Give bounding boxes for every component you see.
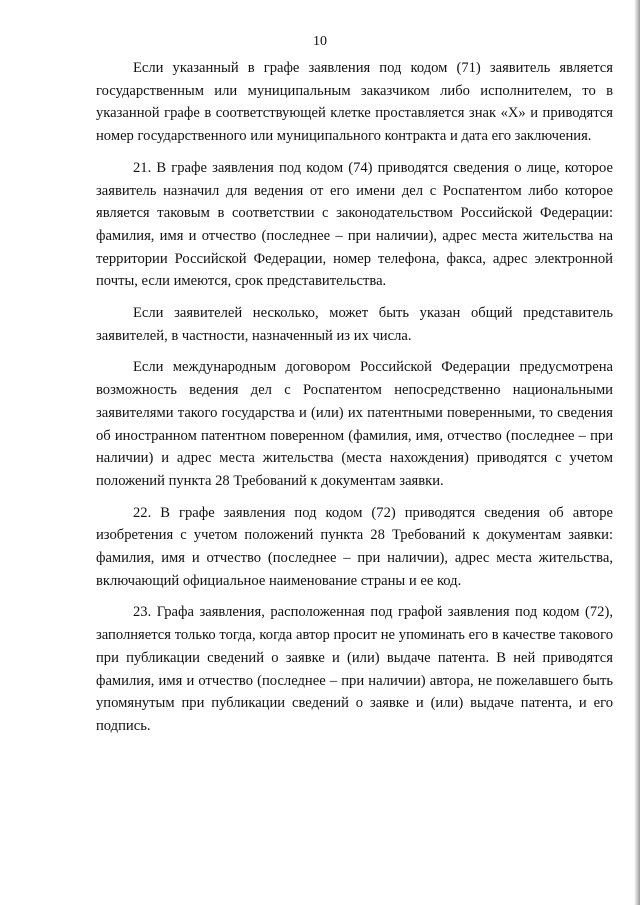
paragraph-23: 23. Графа заявления, расположенная под графой заявления под кодом (72), заполняется только тогда, когда автор просит не упоминать его в качестве такового при публикации сведений о заявке и (или) выдаче патента. В ней приводятся фамилия, имя и отчество (последнее – при наличии) автора, не пожелавшего быть упомянутым при публикации сведений о заявке и (или) выдаче патента, и его подпись. <box>96 604 613 734</box>
paragraph-common-representative: Если заявителей несколько, может быть указан общий представитель заявителей, в частности, назначенный из их числа. <box>96 305 613 344</box>
page-number: 10 <box>313 34 327 49</box>
document-body <box>96 57 613 747</box>
scan-edge-shadow <box>634 0 640 905</box>
paragraph-21: 21. В графе заявления под кодом (74) приводятся сведения о лице, которое заявитель назначил для ведения от его имени дел с Роспатентом либо которое является таковым в соответствии с законодательством Российской Федерации: фамилия, имя и отчество (последнее – при наличии), адрес места жительства на территории Российской Федерации, номер телефона, факса, адрес электронной почты, если имеются, срок представительства. <box>96 159 613 290</box>
paragraph-foreign-attorney: Если международным договором Российской Федерации предусмотрена возможность ведения дел с Роспатентом непосредственно национальными заявителями такого государства и (или) их патентными поверенными, то сведения об иностранном патентном поверенном (фамилия, имя, отчество (последнее – при наличии) и адрес места жительства (места нахождения) приводятся с учетом положений пункта 28 Требований к документам заявки. <box>96 359 613 489</box>
paragraph-contractor: Если указанный в графе заявления под кодом (71) заявитель является государственным или муниципальным заказчиком либо исполнителем, то в указанной графе в соответствующей клетке проставляется знак «X» и приводятся номер государственного или муниципального контракта и дата его заключения. <box>96 60 613 145</box>
paragraph-22: 22. В графе заявления под кодом (72) приводятся сведения об авторе изобретения с учетом положений пункта 28 Требований к документам заявки: фамилия, имя и отчество (последнее – при наличии), адрес места жительства, включающий официальное наименование страны и ее код. <box>96 504 613 589</box>
